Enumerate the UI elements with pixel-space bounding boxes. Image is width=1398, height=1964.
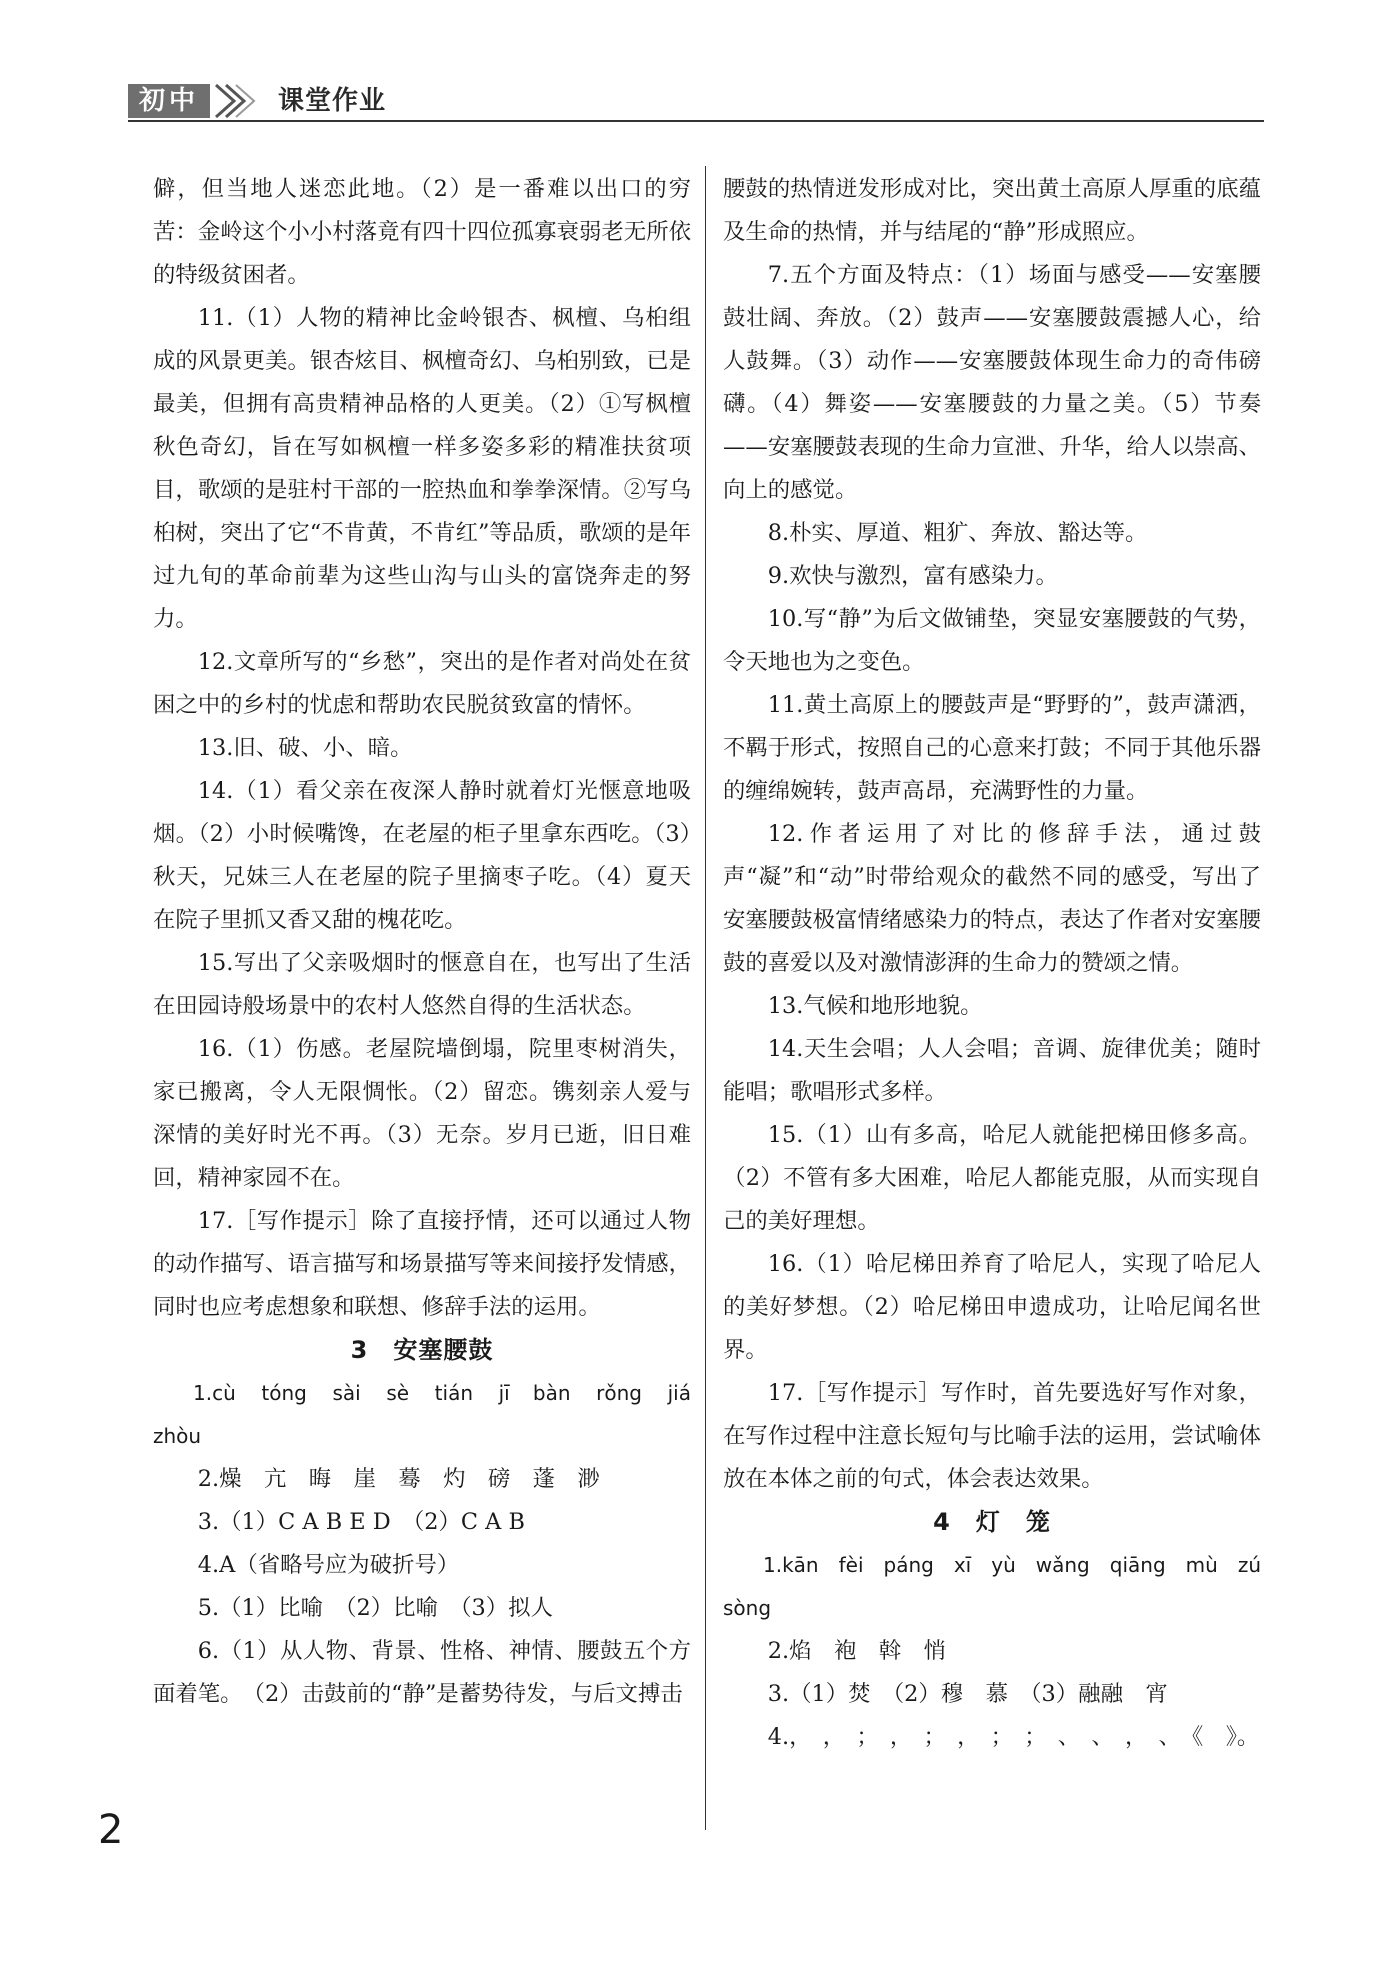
section3-answer-6: 6.（1）从人物、背景、性格、神情、腰鼓五个方面着笔。 （2）击鼓前的“静”是蓄势待发，与后文搏击	[153, 1638, 691, 1707]
page-number: 2	[98, 1807, 124, 1853]
answer-11: 11.（1）人物的精神比金岭银杏、枫檀、乌桕组成的风景更美。银杏炫目、枫檀奇幻、乌桕别致，已是最美，但拥有高贵精神品格的人更美。（2）①写枫檀秋色奇幻，旨在写如枫檀一样多姿多彩的精准扶贫项目，歌颂的是驻村干部的一腔热血和拳拳深情。②写乌桕树，突出了它“不肯黄，不肯红”等品质，歌颂的是年过九旬的革命前辈为这些山沟与山头的富饶奔走的努力。	[153, 305, 691, 632]
section-title-3: 3 安塞腰鼓	[350, 1336, 494, 1364]
header-tag: 初中	[128, 84, 210, 118]
section3-answer-5: 5.（1）比喻 （2）比喻 （3）拟人	[197, 1595, 553, 1621]
section3-answer-9: 9.欢快与激烈，富有感染力。	[767, 563, 1058, 589]
section3-answer-8: 8.朴实、厚道、粗犷、奔放、豁达等。	[767, 520, 1148, 546]
section3-answer-16: 16.（1）哈尼梯田养育了哈尼人，实现了哈尼人的美好梦想。（2）哈尼梯田申遗成功，让哈尼闻名世界。	[723, 1251, 1261, 1363]
answer-14: 14.（1）看父亲在夜深人静时就着灯光惬意地吸烟。（2）小时候嘴馋，在老屋的柜子里拿东西吃。（3）秋天，兄妹三人在老屋的院子里摘枣子吃。（4）夏天在院子里抓又香又甜的槐花吃。	[153, 778, 691, 933]
section3-answer-17: 17.［写作提示］写作时，首先要选好写作对象，在写作过程中注意长短句与比喻手法的运用，尝试喻体放在本体之前的句式，体会表达效果。	[723, 1380, 1261, 1492]
section4-answer-4: 4.， ， ； ， ； ， ； ； 、 、 ， 、 《 》。	[767, 1724, 1260, 1750]
section4-answer-2: 2.焰 袍 斡 悄	[767, 1638, 946, 1664]
section3-answer-3: 3.（1）C A B E D （2）C A B	[197, 1509, 525, 1535]
section3-answer-12: 12.作者运用了对比的修辞手法，通过鼓声“凝”和“动”时带给观众的截然不同的感受，写出了安塞腰鼓极富情绪感染力的特点，表达了作者对安塞腰鼓的喜爱以及对激情澎湃的生命力的赞颂之情。	[723, 821, 1261, 976]
section3-answer-15: 15.（1）山有多高，哈尼人就能把梯田修多高。（2）不管有多大困难，哈尼人都能克服，从而实现自己的美好理想。	[723, 1122, 1261, 1234]
answer-13: 13.旧、破、小、暗。	[197, 735, 413, 761]
answer-16: 16.（1）伤感。老屋院墙倒塌，院里枣树消失，家已搬离，令人无限惆怅。（2）留恋。镌刻亲人爱与深情的美好时光不再。（3）无奈。岁月已逝，旧日难回，精神家园不在。	[153, 1036, 691, 1191]
section-title-4: 4 灯 笼	[933, 1508, 1051, 1536]
section3-answer-2: 2.燥 亢 晦 崖 蓦 灼 磅 蓬 渺	[197, 1466, 600, 1492]
left-column	[153, 168, 711, 1716]
section3-answer-10: 10.写“静”为后文做铺垫，突显安塞腰鼓的气势，令天地也为之变色。	[723, 606, 1261, 675]
section3-answer-13: 13.气候和地形地貌。	[767, 993, 983, 1019]
double-chevron-icon	[212, 82, 272, 120]
section3-answer-11: 11.黄土高原上的腰鼓声是“野野的”，鼓声潇洒，不羁于形式，按照自己的心意来打鼓；不同于其他乐器的缠绵婉转，鼓声高昂，充满野性的力量。	[723, 692, 1261, 804]
answer-17: 17.［写作提示］除了直接抒情，还可以通过人物的动作描写、语言描写和场景描写等来间接抒发情感，同时也应考虑想象和联想、修辞手法的运用。	[153, 1208, 691, 1320]
answer-paragraph: 腰鼓的热情迸发形成对比，突出黄土高原人厚重的底蕴及生命的热情，并与结尾的“静”形成照应。	[723, 176, 1261, 245]
answer-15: 15.写出了父亲吸烟时的惬意自在，也写出了生活在田园诗般场景中的农村人悠然自得的生活状态。	[153, 950, 691, 1019]
section3-answer-14: 14.天生会唱；人人会唱；音调、旋律优美；随时能唱；歌唱形式多样。	[723, 1036, 1261, 1105]
header-rule	[128, 120, 1264, 122]
section3-answer-4: 4.A（省略号应为破折号）	[197, 1552, 460, 1578]
section4-answer-3: 3.（1）焚 （2）穆 慕 （3）融融 宵	[767, 1681, 1168, 1707]
header-title: 课堂作业	[278, 86, 387, 116]
right-column	[723, 168, 1281, 1759]
column-divider	[705, 166, 706, 1830]
answer-paragraph: 僻，但当地人迷恋此地。（2）是一番难以出口的穷苦：金岭这个小小村落竟有四十四位孤寡衰弱老无所依的特级贫困者。	[153, 176, 691, 288]
page-header	[128, 82, 1264, 122]
pinyin-answer: 1.cù tóng sài sè tián jī bàn rǒng jiá zhòu	[153, 1381, 711, 1448]
section3-answer-7: 7.五个方面及特点：（1）场面与感受——安塞腰鼓壮阔、奔放。（2）鼓声——安塞腰鼓震撼人心，给人鼓舞。（3）动作——安塞腰鼓体现生命力的奇伟磅礴。（4）舞姿——安塞腰鼓的力量之美。（5）节奏——安塞腰鼓表现的生命力宣泄、升华，给人以崇高、向上的感觉。	[723, 262, 1261, 503]
pinyin-answer: 1.kān fèi páng xī yù wǎng qiāng mù zú sòng	[723, 1553, 1281, 1620]
answer-12: 12.文章所写的“乡愁”，突出的是作者对尚处在贫困之中的乡村的忧虑和帮助农民脱贫致富的情怀。	[153, 649, 691, 718]
